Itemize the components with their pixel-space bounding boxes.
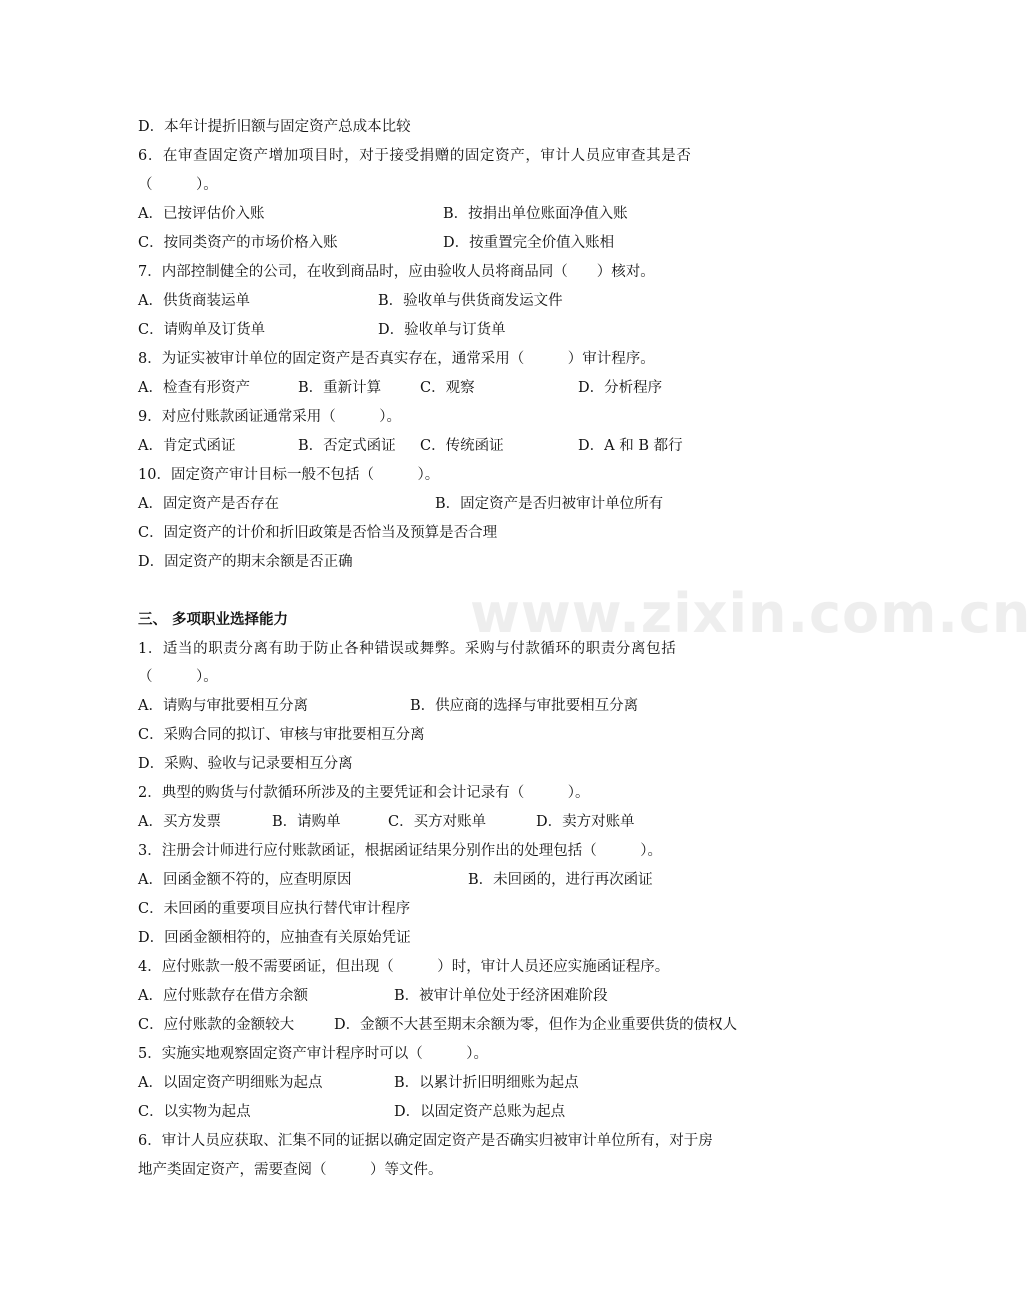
question-text: 2．典型的购货与付款循环所涉及的主要凭证和会计记录有（ ）。 (138, 785, 590, 801)
option-b: B．被审计单位处于经济困难阶段 (394, 988, 608, 1004)
watermark: www.zixin.com.cn (470, 582, 1031, 645)
question-text: 8．为证实被审计单位的固定资产是否真实存在，通常采用（ ）审计程序。 (138, 351, 655, 367)
option-b: B．否定式函证 (298, 438, 396, 454)
option-c: C．应付账款的金额较大 (138, 1017, 295, 1033)
option-a: A．应付账款存在借方余额 (138, 988, 308, 1004)
option-d: D．卖方对账单 (536, 814, 635, 830)
option-b: B．验收单与供货商发运文件 (378, 293, 563, 309)
option-c: C．买方对账单 (388, 814, 487, 830)
option-b: B．重新计算 (298, 380, 382, 396)
option-a: A．固定资产是否存在 (138, 496, 279, 512)
option-d: D．本年计提折旧额与固定资产总成本比较 (138, 119, 411, 135)
question-text: 6．审计人员应获取、汇集不同的证据以确定固定资产是否确实归被审计单位所有，对于房 (138, 1133, 713, 1149)
question-text: 6．在审查固定资产增加项目时，对于接受捐赠的固定资产，审计人员应审查其是否 (138, 148, 692, 164)
option-d: D．以固定资产总账为起点 (394, 1104, 566, 1120)
option-b: B．以累计折旧明细账为起点 (394, 1075, 579, 1091)
option-c: C．传统函证 (420, 438, 504, 454)
question-text: 1．适当的职责分离有助于防止各种错误或舞弊。采购与付款循环的职责分离包括 (138, 641, 677, 657)
section-title: 三、 多项职业选择能力 (138, 612, 289, 628)
option-a: A．请购与审批要相互分离 (138, 698, 308, 714)
option-a: A．肯定式函证 (138, 438, 236, 454)
question-text: 9．对应付账款函证通常采用（ ）。 (138, 409, 401, 425)
option-c: C．观察 (420, 380, 475, 396)
option-d: D．验收单与订货单 (378, 322, 506, 338)
option-d: D．回函金额相符的，应抽查有关原始凭证 (138, 930, 411, 946)
answer-blank: （ ）。 (138, 177, 218, 193)
option-a: A．已按评估价入账 (138, 206, 265, 222)
option-a: A．以固定资产明细账为起点 (138, 1075, 323, 1091)
question-text: 3．注册会计师进行应付账款函证，根据函证结果分别作出的处理包括（ ）。 (138, 843, 662, 859)
option-c: C．采购合同的拟订、审核与审批要相互分离 (138, 727, 425, 743)
option-b: B．请购单 (272, 814, 341, 830)
question-text: 地产类固定资产，需要查阅（ ）等文件。 (138, 1162, 443, 1178)
option-b: B．按捐出单位账面净值入账 (443, 206, 628, 222)
option-b: B．未回函的，进行再次函证 (468, 872, 653, 888)
option-a: A．回函金额不符的，应查明原因 (138, 872, 352, 888)
option-b: B．供应商的选择与审批要相互分离 (410, 698, 639, 714)
question-text: 4．应付账款一般不需要函证，但出现（ ）时，审计人员还应实施函证程序。 (138, 959, 670, 975)
option-a: A．供货商装运单 (138, 293, 250, 309)
question-text: 5．实施实地观察固定资产审计程序时可以（ ）。 (138, 1046, 488, 1062)
option-d: D．采购、验收与记录要相互分离 (138, 756, 353, 772)
option-d: D．A 和 B 都行 (578, 438, 683, 454)
option-c: C．按同类资产的市场价格入账 (138, 235, 338, 251)
option-c: C．未回函的重要项目应执行替代审计程序 (138, 901, 411, 917)
option-c: C．固定资产的计价和折旧政策是否恰当及预算是否合理 (138, 525, 498, 541)
question-text: 10．固定资产审计目标一般不包括（ ）。 (138, 467, 440, 483)
option-d: D．金额不大甚至期末余额为零，但作为企业重要供货的债权人 (334, 1017, 738, 1033)
option-c: C．以实物为起点 (138, 1104, 251, 1120)
answer-blank: （ ）。 (138, 669, 218, 685)
option-c: C．请购单及订货单 (138, 322, 266, 338)
option-b: B．固定资产是否归被审计单位所有 (435, 496, 664, 512)
question-text: 7．内部控制健全的公司，在收到商品时，应由验收人员将商品同（ ）核对。 (138, 264, 655, 280)
option-a: A．检查有形资产 (138, 380, 250, 396)
option-d: D．分析程序 (578, 380, 663, 396)
option-d: D．固定资产的期末余额是否正确 (138, 554, 353, 570)
option-a: A．买方发票 (138, 814, 221, 830)
option-d: D．按重置完全价值入账相 (443, 235, 615, 251)
